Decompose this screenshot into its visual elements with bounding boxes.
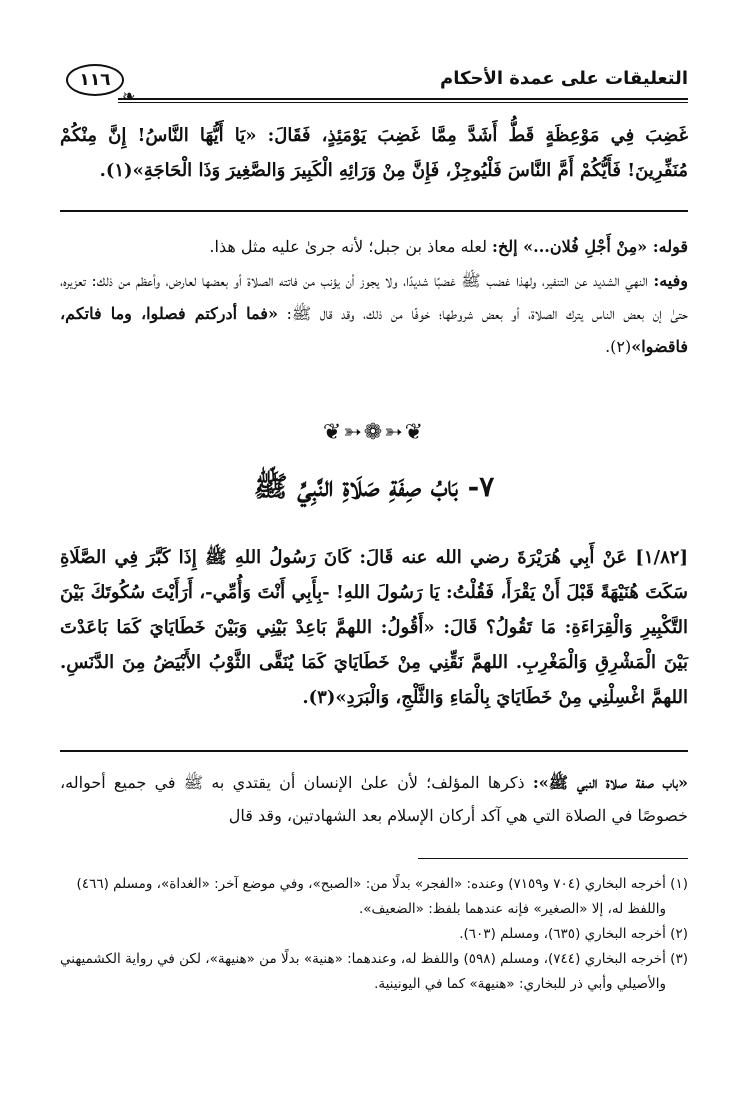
footnote-1-line-2: واللفظ له، إلا «الصغير» فإنه عندهما بلفظ: «الضعيف». [359, 901, 666, 917]
main-hadith [60, 540, 688, 715]
main-hadith-text: [١/٨٢] عَنْ أَبِي هُرَيْرَةَ رضي الله عنه قَالَ: كَانَ رَسُولُ اللهِ ﷺ إِذَا كَبَّرَ فِي الصَّلَاةِ سَكَتَ هُنَيْهَةً قَبْلَ أَنْ يَقْرَأَ، فَقُلْتُ: يَا رَسُولَ اللهِ! -بِأَبِي أَنْتَ وَأُمِّي-، أَرَأَيْتَ سُكُوتَكَ بَيْنَ التَّكْبِيرِ وَالْقِرَاءَةِ: مَا تَقُولُ؟ قَالَ: «أَقُولُ: اللهمَّ بَاعِدْ بَيْنِي وَبَيْنَ خَطَايَايَ كَمَا بَاعَدْتَ بَيْنَ الْمَشْرِقِ وَالْمَغْرِبِ. اللهمَّ نَقِّنِي مِنْ خَطَايَايَ كَمَا يُنَقَّى الثَّوْبُ الأَبْيَضُ مِنَ الدَّنَسِ. اللهمَّ اغْسِلْنِي مِنْ خَطَايَايَ بِالْمَاءِ وَالثَّلْجِ، وَالْبَرَدِ»(٣). [60, 547, 688, 708]
flourish-icon: ❧ [122, 86, 136, 105]
commentary-paragraph-1 [60, 230, 688, 263]
footnote-3-line-1: (٣) أخرجه البخاري (٧٤٤)، ومسلم (٥٩٨) واللفظ له، وعندهما: «هنية» بدلًا من «هنيهة»، لكن في رواية الكشميهني [60, 951, 688, 967]
commentary-lead: «باب صفة صلاة النبي ﷺ»: [532, 773, 689, 792]
footnote-rule [418, 858, 688, 859]
commentary-lead: وفيه: [653, 271, 688, 290]
section-divider [60, 210, 688, 212]
footnote-3-line-2: والأصيلي وأبي ذر للبخاري: «هنيهة» كما في اليونينية. [374, 976, 666, 992]
chapter-title: ٧- بَابُ صِفَةِ صَلَاةِ النَّبِيِّ ﷺ [253, 470, 495, 503]
hadith-quote: «فما أدركتم فصلوا، وما فاتكم، فاقضوا» [60, 304, 688, 356]
hadith-continuation-text: غَضِبَ فِي مَوْعِظَةٍ قَطُّ أَشَدَّ مِمَّا غَضِبَ يَوْمَئِذٍ، فَقَالَ: «يَا أَيُّهَا النَّاسُ! إِنَّ مِنْكُمْ مُنَفِّرِينَ! فَأَيُّكُمْ أَمَّ النَّاسَ فَلْيُوجِزْ، فَإِنَّ مِنْ وَرَائِهِ الْكَبِيرَ وَالصَّغِيرَ وَذَا الْحَاجَةِ»(١). [60, 125, 688, 181]
hadith-continuation [60, 118, 688, 188]
page-header [58, 62, 688, 105]
page-number: ١١٦ [66, 64, 124, 96]
commentary-text: لعله معاذ بن جبل؛ لأنه جرىٰ عليه مثل هذا. [209, 237, 493, 256]
header-rule [118, 98, 688, 100]
header-rule-thin [118, 102, 688, 103]
commentary-text: ذكرها المؤلف؛ لأن علىٰ الإنسان أن يقتدي به ﷺ في جميع أحواله، خصوصًا في الصلاة التي هي آكد أركان الإسلام بعد الشهادتين، وقد قال [60, 773, 688, 825]
commentary-paragraph-3 [60, 766, 688, 832]
footnotes [60, 872, 688, 997]
running-title: التعليقات على عمدة الأحكام [440, 68, 688, 89]
footnote-1-line-1: (١) أخرجه البخاري (٧٠٤ و٧١٥٩) وعنده: «الفجر» بدلًا من: «الصبح»، وفي موضع آخر: «الغداة»، ومسلم (٤٦٦) [76, 876, 688, 892]
page-number-frame [58, 62, 158, 105]
commentary-text: النهي الشديد عن التنفير، ولهذا غضب ﷺ غضبًا شديدًا، ولا يجوز أن يؤنب من فاتته الصلاة أو بعضها لعارض، وأعظم من ذلك: تعزيره، حتىٰ إن بعض الناس يترك الصلاة، أو بعض شروطها؛ خوفًا من ذلك، وقد قال ﷺ: [60, 271, 689, 323]
footnote-ref: (٢). [605, 337, 632, 356]
commentary-paragraph-2 [60, 264, 688, 363]
commentary-lead: قوله: «مِنْ أَجْلِ فُلان...» إلخ: [492, 237, 688, 256]
section-divider [60, 750, 688, 752]
footnote-2-line-1: (٢) أخرجه البخاري (٦٣٥)، ومسلم (٦٠٣). [459, 926, 688, 942]
ornament-divider-icon: ❦➳❁➳❦ [322, 420, 426, 445]
